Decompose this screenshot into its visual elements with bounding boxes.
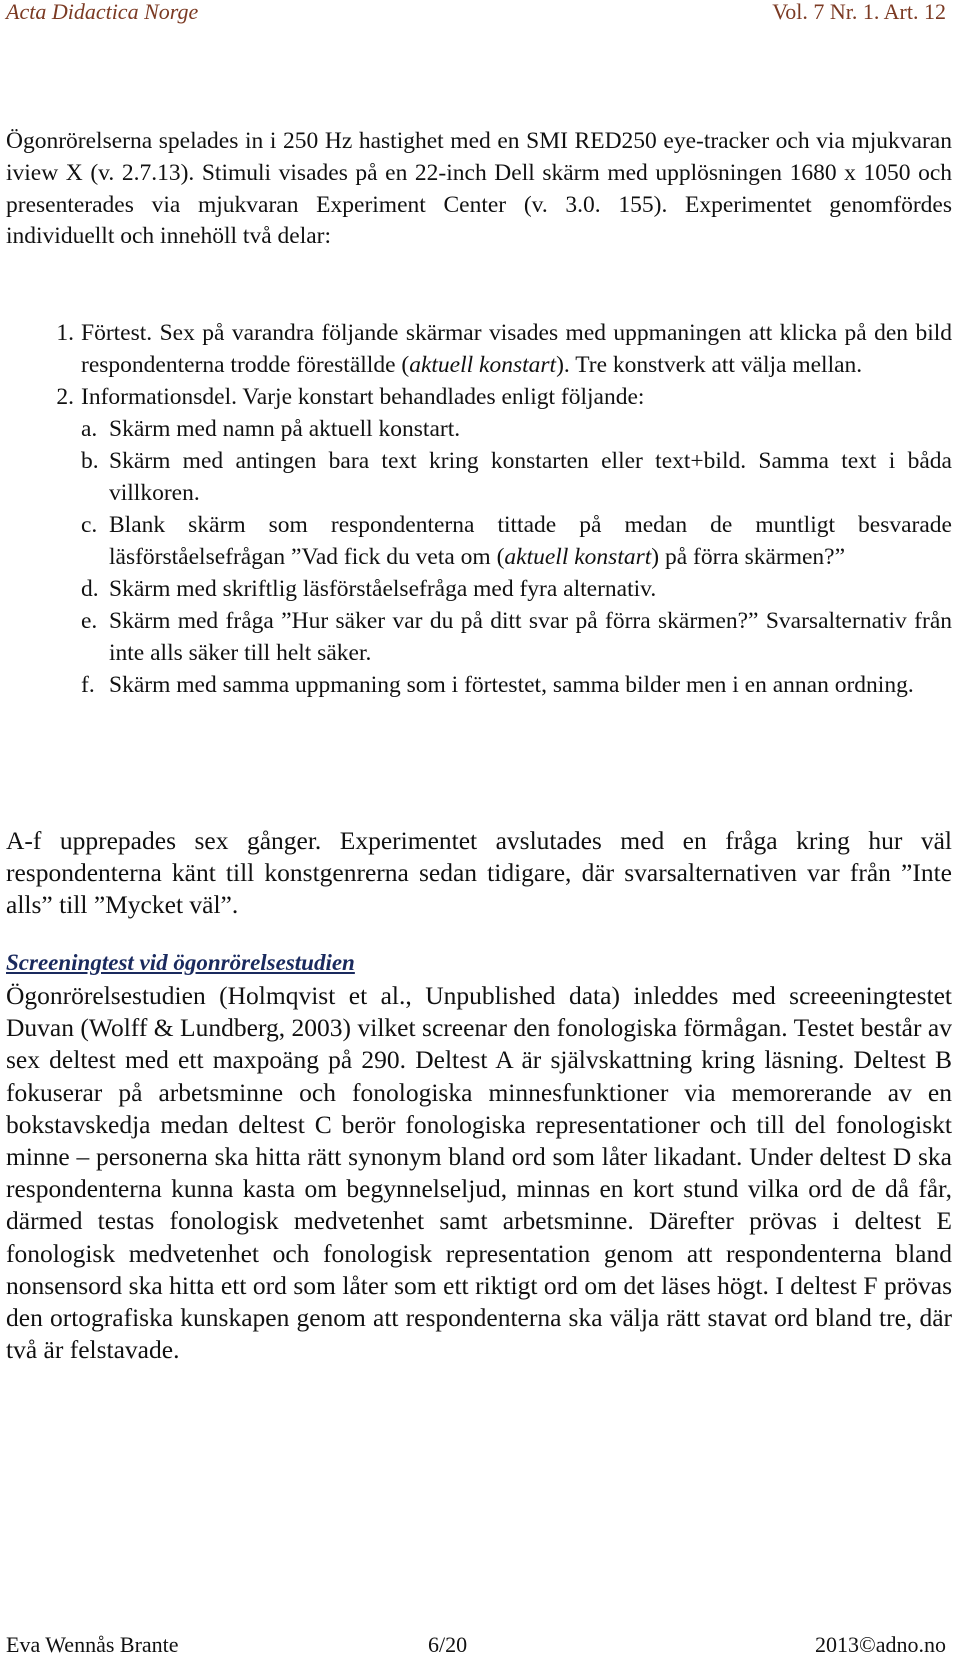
procedure-list: [6, 317, 952, 701]
list-item-text: Informationsdel. Varje konstart behandlades enligt följande:: [81, 384, 645, 410]
list-number: 1.: [56, 320, 74, 346]
footer-author: Eva Wennås Brante: [6, 1632, 179, 1657]
page-number: 6/20: [428, 1632, 468, 1657]
list-subitem-text: Skärm med samma uppmaning som i förtestet, samma bilder men i en annan ordning.: [109, 672, 914, 698]
list-subitem-e: [81, 605, 952, 669]
list-letter: b.: [81, 448, 99, 474]
list-subitem-text: Skärm med namn på aktuell konstart.: [109, 416, 461, 442]
footer-copyright: 2013©adno.no: [815, 1632, 946, 1657]
list-letter: d.: [81, 576, 99, 602]
list-subitem-d: [81, 573, 952, 605]
volume-info: Vol. 7 Nr. 1. Art. 12: [772, 0, 946, 24]
list-letter: f.: [81, 672, 95, 698]
list-item-text: Förtest. Sex på varandra följande skärmar visades med uppmaningen att klicka på den bild respondenterna trodde föreställde (aktuell konstart). Tre konstverk att välja mellan.: [81, 320, 952, 378]
list-subitem-a: [81, 413, 952, 445]
list-letter: a.: [81, 416, 98, 442]
section-heading: Screeningtest vid ögonrörelsestudien: [6, 950, 355, 975]
list-item-2: [6, 381, 952, 413]
list-letter: c.: [81, 512, 98, 538]
list-subitem-text: Skärm med fråga ”Hur säker var du på ditt svar på förra skärmen?” Svarsalternativ från inte alls säker till helt säker.: [109, 608, 952, 666]
list-item-1: [6, 317, 952, 381]
list-subitem-text: Skärm med antingen bara text kring konstarten eller text+bild. Samma text i båda villkoren.: [109, 448, 952, 506]
list-subitem-text: Blank skärm som respondenterna tittade på medan de muntligt besvarade läsförståelsefrågan ”Vad fick du veta om (aktuell konstart) på förra skärmen?”: [109, 512, 952, 570]
list-subitem-f: [81, 669, 952, 701]
screening-paragraph: Ögonrörelsestudien (Holmqvist et al., Unpublished data) inleddes med screeeningtestet Duvan (Wolff & Lundberg, 2003) vilket screenar den fonologiska förmågan. Testet består av sex deltest med ett maxpoäng på 290. Deltest A är självskattning kring läsning. Deltest B fokuserar på arbetsminne och fonologiska minnesfunktioner via memorerande av en bokstavskedja medan deltest C berör fonologiska representationer och till del fonologiskt minne – personerna ska hitta rätt synonym bland ord som låter likadant. Under deltest D ska respondenterna kunna kasta om begynnelseljud, minnas en kort stund vilka ord de då får, därmed testas fonologisk medvetenhet samt arbetsminne. Därefter prövas i deltest E fonologisk medvetenhet och fonologisk representation genom att respondenterna bland nonsensord ska hitta ett ord som låter som ett riktigt ord om det läses högt. I deltest F prövas den ortografiska kunskapen genom att respondenterna ska välja rätt stavat ord bland tre, där två är felstavade.: [6, 981, 952, 1365]
list-subitem-text: Skärm med skriftlig läsförståelsefråga med fyra alternativ.: [109, 576, 657, 602]
list-number: 2.: [56, 384, 74, 410]
list-letter: e.: [81, 608, 98, 634]
list-subitem-c: [81, 509, 952, 573]
intro-paragraph: Ögonrörelserna spelades in i 250 Hz hastighet med en SMI RED250 eye-tracker och via mjukvaran iview X (v. 2.7.13). Stimuli visades på en 22-inch Dell skärm med upplösningen 1680 x 1050 och presenterades via mjukvaran Experiment Center (v. 3.0. 155). Experimentet genomfördes individuellt och innehöll två delar:: [6, 128, 952, 250]
list-subitem-b: [81, 445, 952, 509]
repeat-paragraph: A-f upprepades sex gånger. Experimentet avslutades med en fråga kring hur väl respondenterna känt till konstgenrerna sedan tidigare, där svarsalternativen var från ”Inte alls” till ”Mycket väl”.: [6, 826, 952, 920]
journal-title: Acta Didactica Norge: [6, 0, 199, 24]
